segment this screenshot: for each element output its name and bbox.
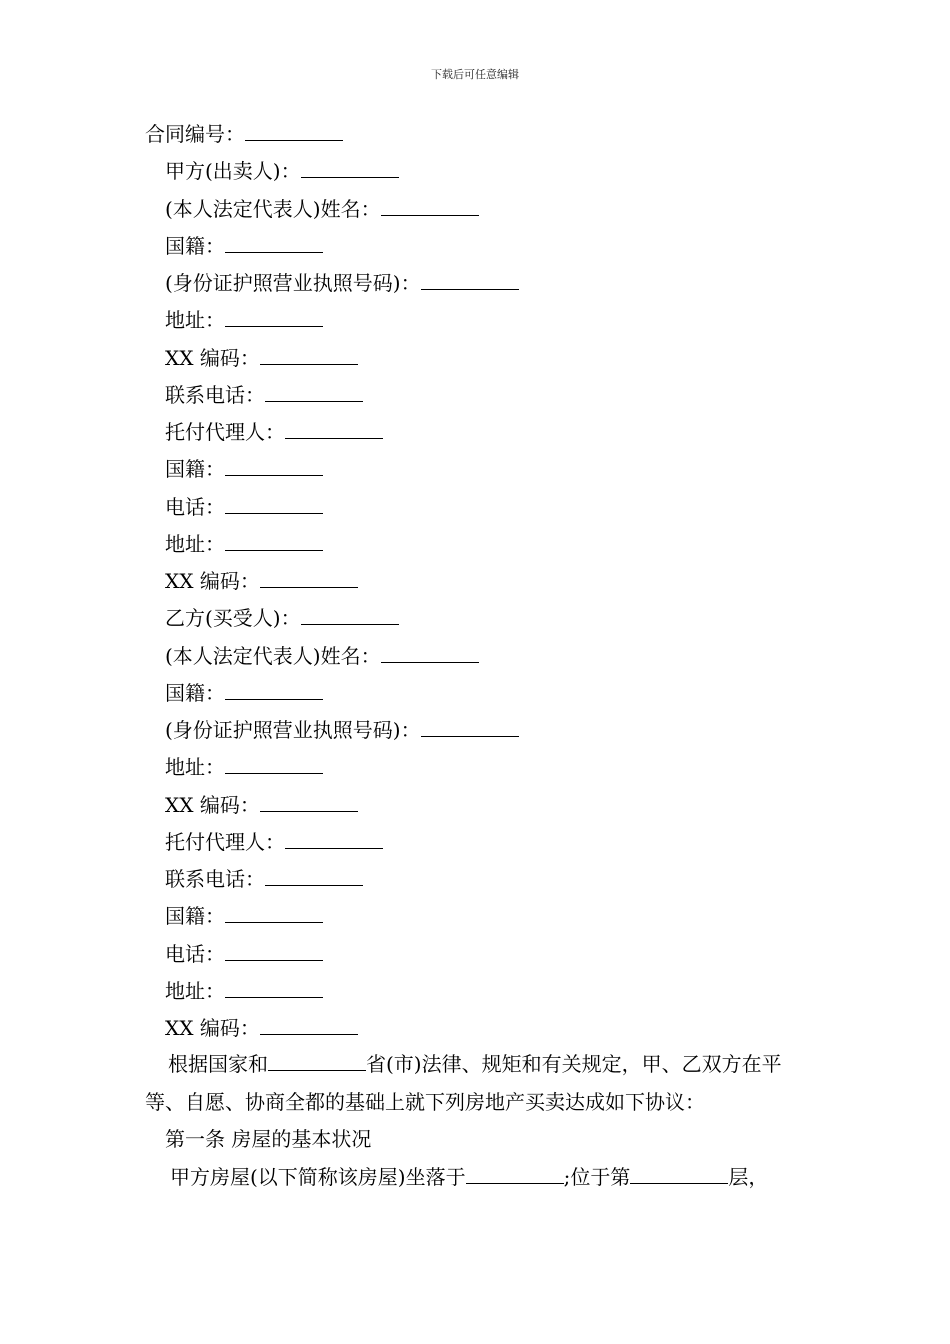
field-row: [145, 301, 810, 338]
field-blank[interactable]: [260, 339, 358, 365]
field-row: [145, 786, 810, 823]
field-blank[interactable]: [225, 748, 323, 774]
field-row: [145, 823, 810, 860]
field-label: XX 编码：: [165, 1016, 260, 1040]
field-blank[interactable]: [381, 190, 479, 216]
preamble-text-1: 根据国家和: [168, 1052, 268, 1077]
field-row: [145, 637, 810, 674]
field-row: [145, 935, 810, 972]
field-row: [145, 450, 810, 487]
field-blank[interactable]: [260, 1009, 358, 1035]
field-label: 地址：: [165, 978, 225, 1003]
field-blank[interactable]: [225, 450, 323, 476]
field-label: XX 编码：: [165, 792, 260, 817]
field-label: 电话：: [165, 494, 225, 519]
field-blank[interactable]: [225, 525, 323, 551]
field-label: 国籍：: [165, 680, 225, 705]
field-blank[interactable]: [301, 152, 399, 178]
header-note: 下载后可任意编辑: [431, 68, 519, 81]
field-row: [145, 599, 810, 636]
field-label: 电话：: [165, 941, 225, 966]
field-label: (本人法定代表人)姓名：: [165, 643, 381, 668]
field-row: [145, 115, 810, 152]
field-blank[interactable]: [245, 115, 343, 141]
field-blank[interactable]: [285, 823, 383, 849]
field-label: 合同编号：: [145, 122, 245, 146]
field-label: (身份证护照营业执照号码)：: [165, 718, 421, 742]
field-blank[interactable]: [421, 264, 519, 290]
field-label: 联系电话：: [165, 382, 265, 407]
field-blank[interactable]: [225, 674, 323, 700]
floor-blank[interactable]: [630, 1158, 728, 1184]
field-row: [145, 488, 810, 525]
location-text-1: 甲方房屋(以下简称该房屋)坐落于: [170, 1165, 466, 1189]
field-blank[interactable]: [301, 599, 399, 625]
field-label: 地址：: [165, 531, 225, 556]
field-row: [145, 339, 810, 376]
field-row: [145, 376, 810, 413]
field-label: 乙方(买受人)：: [165, 606, 301, 631]
field-row: [145, 897, 810, 934]
location-text-2: ;位于第: [563, 1165, 631, 1189]
preamble-paragraph: [145, 1046, 810, 1121]
field-blank[interactable]: [225, 301, 323, 327]
field-blank[interactable]: [225, 488, 323, 514]
field-label: (本人法定代表人)姓名：: [165, 196, 381, 221]
field-row: [145, 413, 810, 450]
location-paragraph: [145, 1158, 810, 1195]
field-label: (身份证护照营业执照号码)：: [165, 271, 421, 295]
field-row: [145, 748, 810, 785]
field-row: [145, 674, 810, 711]
field-label: XX 编码：: [165, 569, 260, 593]
field-label: 国籍：: [165, 233, 225, 258]
field-label: 联系电话：: [165, 867, 265, 891]
location-text-3: 层，: [728, 1165, 769, 1189]
field-row: [145, 227, 810, 264]
field-label: 托付代理人：: [165, 420, 285, 444]
field-label: 地址：: [165, 308, 225, 333]
field-row: [145, 860, 810, 897]
field-label: XX 编码：: [165, 345, 260, 370]
field-blank[interactable]: [260, 562, 358, 588]
field-row: [145, 972, 810, 1009]
field-blank[interactable]: [381, 637, 479, 663]
field-row: [145, 562, 810, 599]
field-row: [145, 152, 810, 189]
field-label: 甲方(出卖人)：: [165, 159, 301, 184]
field-label: 国籍：: [165, 457, 225, 482]
field-blank[interactable]: [225, 227, 323, 253]
field-row: [145, 525, 810, 562]
field-blank[interactable]: [285, 413, 383, 439]
article-1-title: 第一条 房屋的基本状况: [165, 1126, 372, 1151]
contract-document: [145, 115, 810, 1195]
field-row: [145, 711, 810, 748]
field-row: [145, 190, 810, 227]
field-blank[interactable]: [421, 711, 519, 737]
field-row: [145, 1009, 810, 1046]
field-blank[interactable]: [260, 786, 358, 812]
field-label: 国籍：: [165, 904, 225, 929]
field-blank[interactable]: [265, 376, 363, 402]
field-label: 地址：: [165, 755, 225, 780]
party-fields: [145, 115, 810, 1046]
province-blank[interactable]: [268, 1048, 366, 1071]
field-row: [145, 264, 810, 301]
field-blank[interactable]: [225, 935, 323, 961]
location-blank[interactable]: [466, 1158, 564, 1184]
preamble-text-2: 省(市)法律、规矩和有关规定，甲、乙双方在平等、自愿、协商全都的基础上就下列房地产买卖达成如下协议：: [145, 1052, 782, 1114]
field-blank[interactable]: [265, 860, 363, 886]
field-blank[interactable]: [225, 897, 323, 923]
field-blank[interactable]: [225, 972, 323, 998]
field-label: 托付代理人：: [165, 829, 285, 854]
